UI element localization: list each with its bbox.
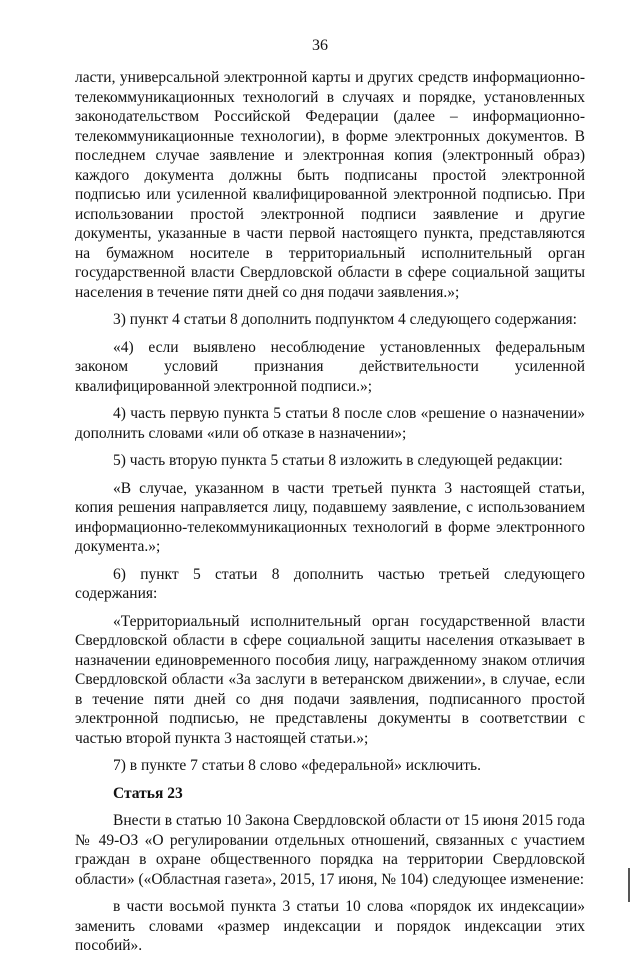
paragraph-quote-5: «В случае, указанном в части третьей пункта 3 настоящей статьи, копия решения направляется лицу, подавшему заявление, с использованием информационно-телекоммуникационных технологий в форме электронного документа.»;	[75, 479, 585, 555]
paragraph-item-7: 7) в пункте 7 статьи 8 слово «федеральной» исключить.	[113, 757, 481, 774]
paragraph-item-6: 6) пункт 5 статьи 8 дополнить частью третьей следующего содержания:	[75, 565, 585, 602]
paragraph-continuation: ласти, универсальной электронной карты и других средств информационно-телекоммуникационных технологий в случаях и порядке, установленных законодательством Российской Федерации (далее – информационно-телекоммуникационные технологии), в форме электронных документов. В последнем случае заявление и электронная копия (электронный образ) каждого документа должны быть подписаны простой электронной подписью или усиленной квалифицированной электронной подписью. При использовании простой электронной подписи заявление и другие документы, указанные в части первой настоящего пункта, представляются на бумажном носителе в территориальный исполнительный орган государственной власти Свердловской области в сфере социальной защиты населения в течение пяти дней со дня подачи заявления.»;	[75, 69, 585, 301]
document-body	[75, 68, 585, 964]
paragraph-item-4: 4) часть первую пункта 5 статьи 8 после слов «решение о назначении» дополнить словами «или об отказе в назначении»;	[75, 405, 585, 442]
paragraph-article-intro: Внести в статью 10 Закона Свердловской области от 15 июня 2015 года № 49-ОЗ «О регулировании отдельных отношений, связанных с участием граждан в охране общественного порядка на территории Свердловской области» («Областная газета», 2015, 17 июня, № 104) следующее изменение:	[75, 812, 585, 888]
article-heading: Статья 23	[113, 784, 183, 802]
paragraph-item-5: 5) часть вторую пункта 5 статьи 8 изложить в следующей редакции:	[113, 452, 563, 469]
page-number: 36	[312, 37, 328, 54]
paragraph-quote-4: «4) если выявлено несоблюдение установленных федеральным законом условий признания действительности усиленной квалифицированной электронной подписи.»;	[75, 338, 585, 395]
scan-edge-mark	[628, 868, 630, 902]
paragraph-article-change: в части восьмой пункта 3 статьи 10 слова «порядок их индексации» заменить словами «размер индексации и порядок индексации этих пособий».	[75, 898, 585, 954]
paragraph-quote-6: «Территориальный исполнительный орган государственной власти Свердловской области в сфере социальной защиты населения отказывает в назначении единовременного пособия лицу, награжденному знаком отличия Свердловской области «За заслуги в ветеранском движении», в случае, если в течение пяти дней со дня подачи заявления, подписанного простой электронной подписью, не представлены документы в соответствии с частью второй пункта 3 настоящей статьи.»;	[75, 612, 585, 747]
paragraph-item-3: 3) пункт 4 статьи 8 дополнить подпунктом 4 следующего содержания:	[113, 311, 577, 328]
